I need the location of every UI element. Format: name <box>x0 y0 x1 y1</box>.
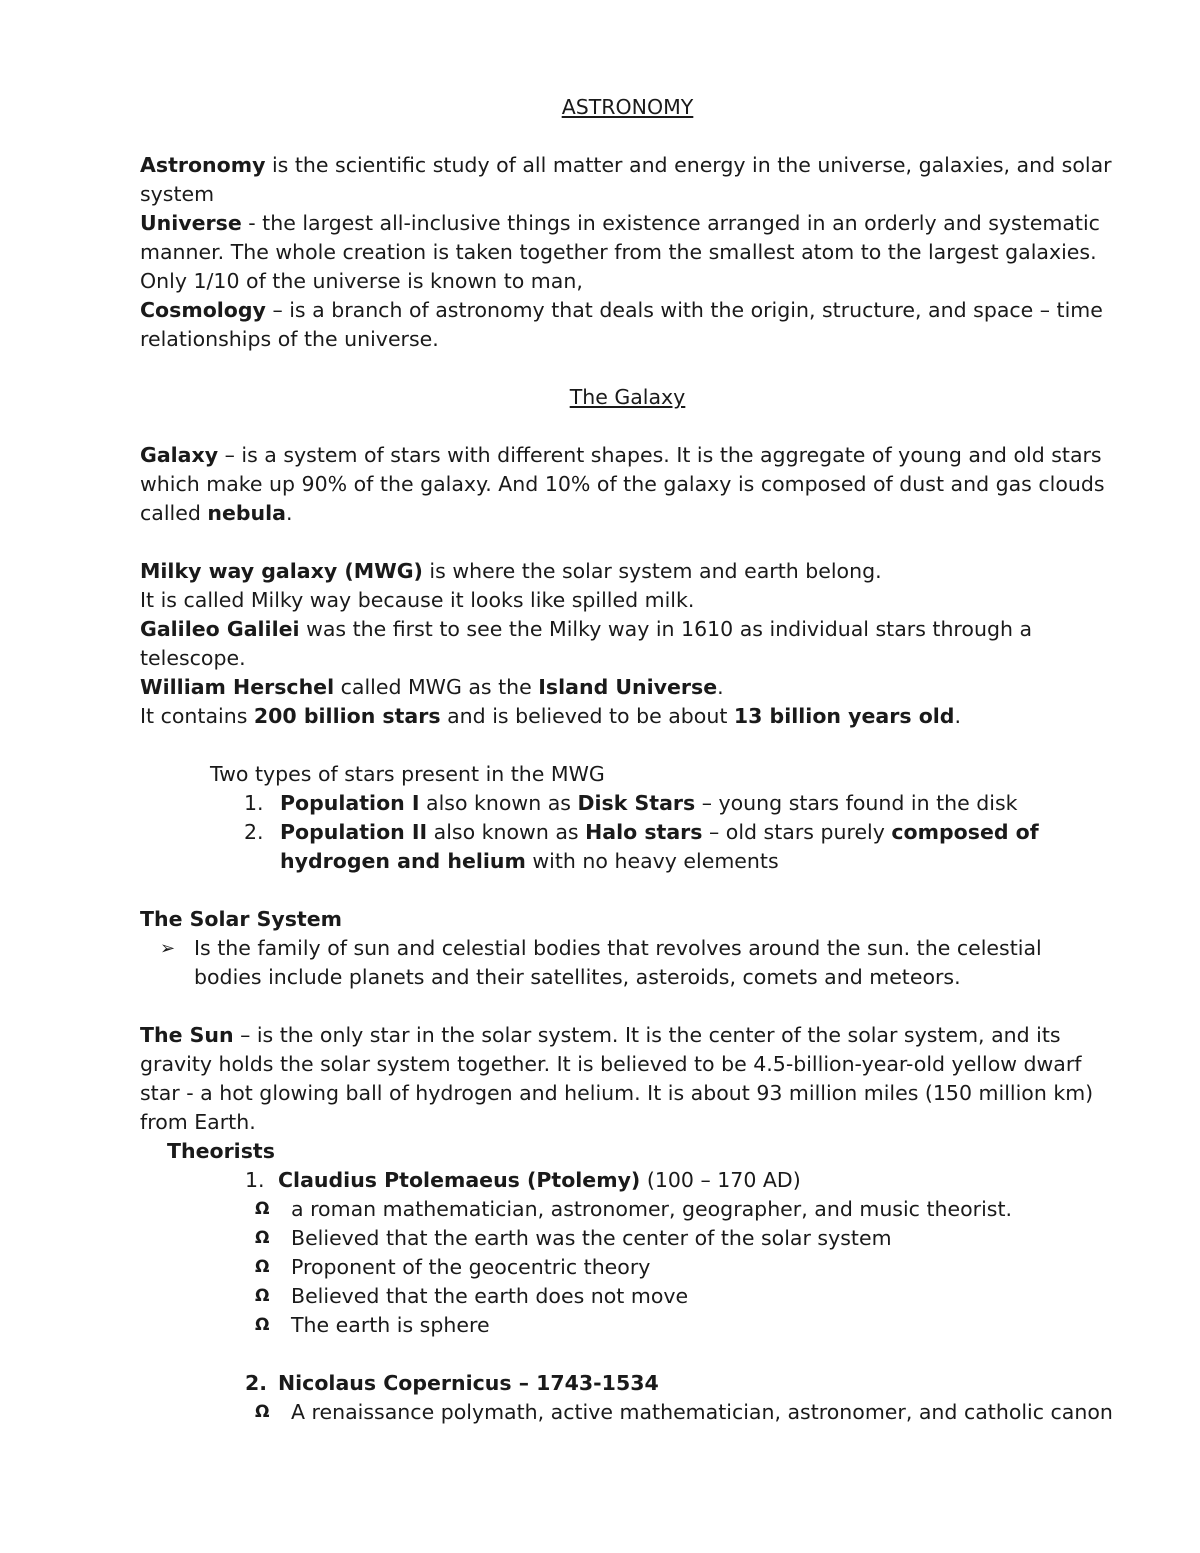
definition-astronomy: Astronomy is the scientific study of all matter and energy in the universe, galaxies, and solar system <box>140 153 1112 206</box>
horseshoe-bullet-icon: Ω <box>255 1199 270 1219</box>
list-item: 1. Population I also known as Disk Stars – young stars found in the disk <box>140 789 1115 818</box>
document-page <box>140 93 1115 1427</box>
term-population-2: Population II <box>280 820 428 844</box>
list-item: Ω The earth is sphere <box>140 1311 1115 1340</box>
spacer <box>140 1340 1115 1369</box>
horseshoe-bullet-icon: Ω <box>255 1315 270 1335</box>
theorist-name: Claudius Ptolemaeus (Ptolemy) <box>278 1168 641 1192</box>
star-types-intro: Two types of stars present in the MWG <box>210 762 605 786</box>
term-cosmology: Cosmology <box>140 298 266 322</box>
term-island-universe: Island Universe <box>538 675 718 699</box>
spacer <box>140 354 1115 383</box>
section-heading-theorists: Theorists <box>167 1139 275 1163</box>
term-sun: The Sun <box>140 1023 234 1047</box>
list-number: 1. <box>245 1168 265 1192</box>
galaxy-age: 13 billion years old <box>733 704 955 728</box>
list-item: Ω Believed that the earth was the center of the solar system <box>140 1224 1115 1253</box>
section-heading-galaxy: The Galaxy <box>569 385 686 409</box>
contains-line: It contains 200 billion stars and is believed to be about 13 billion years old. <box>140 704 962 728</box>
theorist-heading <box>140 1369 1115 1398</box>
term-population-1: Population I <box>280 791 420 815</box>
spacer <box>140 412 1115 441</box>
section-heading-solar-system: The Solar System <box>140 907 342 931</box>
list-number: 2. <box>245 1371 268 1395</box>
term-nebula: nebula <box>207 501 287 525</box>
horseshoe-bullet-icon: Ω <box>255 1402 270 1422</box>
term-composition: composed of hydrogen and helium <box>280 820 1039 873</box>
mwg-line: Milky way galaxy (MWG) is where the solar system and earth belong. <box>140 559 882 583</box>
definition-cosmology: Cosmology – is a branch of astronomy that deals with the origin, structure, and space – time relationships of the universe. <box>140 298 1103 351</box>
definition-sun: The Sun – is the only star in the solar system. It is the center of the solar system, and its gravity holds the solar system together. It is believed to be 4.5-billion-year-old yellow dwarf star - a hot glowing ball of hydrogen and helium. It is about 93 million miles (150 million km) from Earth. <box>140 1023 1094 1134</box>
list-item: ➢ Is the family of sun and celestial bodies that revolves around the sun. the celestial bodies include planets and their satellites, asteroids, comets and meteors. <box>140 934 1115 992</box>
spacer <box>140 122 1115 151</box>
list-item: Ω Proponent of the geocentric theory <box>140 1253 1115 1282</box>
horseshoe-bullet-icon: Ω <box>255 1228 270 1248</box>
horseshoe-bullet-icon: Ω <box>255 1257 270 1277</box>
list-item: Ω Believed that the earth does not move <box>140 1282 1115 1311</box>
definition-galaxy: Galaxy – is a system of stars with different shapes. It is the aggregate of young and old stars which make up 90% of the galaxy. And 10% of the galaxy is composed of dust and gas clouds called nebula. <box>140 443 1105 525</box>
spacer <box>140 876 1115 905</box>
term-galaxy: Galaxy <box>140 443 219 467</box>
spacer <box>140 528 1115 557</box>
term-halo-stars: Halo stars <box>585 820 703 844</box>
list-item: Ω A renaissance polymath, active mathematician, astronomer, and catholic canon <box>140 1398 1115 1427</box>
star-types-list <box>140 789 1115 876</box>
theorist-dates: (100 – 170 AD) <box>640 1168 801 1192</box>
list-item: 2. Population II also known as Halo stars – old stars purely composed of hydrogen and helium with no heavy elements <box>140 818 1115 876</box>
list-item: Ω a roman mathematician, astronomer, geographer, and music theorist. <box>140 1195 1115 1224</box>
spacer <box>140 992 1115 1021</box>
term-disk-stars: Disk Stars <box>577 791 696 815</box>
herschel-line: William Herschel called MWG as the Island Universe. <box>140 675 724 699</box>
spacer <box>140 731 1115 760</box>
term-galileo: Galileo Galilei <box>140 617 300 641</box>
theorist-heading <box>140 1166 1115 1195</box>
list-number: 2. <box>244 820 264 844</box>
milky-way-name-line: It is called Milky way because it looks like spilled milk. <box>140 588 695 612</box>
list-number: 1. <box>244 791 264 815</box>
horseshoe-bullet-icon: Ω <box>255 1286 270 1306</box>
galileo-line: Galileo Galilei was the first to see the Milky way in 1610 as individual stars through a telescope. <box>140 617 1033 670</box>
definition-universe: Universe - the largest all-inclusive things in existence arranged in an orderly and systematic manner. The whole creation is taken together from the smallest atom to the largest galaxies. Only 1/10 of the universe is known to man, <box>140 211 1100 293</box>
arrow-bullet-icon: ➢ <box>160 938 176 959</box>
term-astronomy: Astronomy <box>140 153 266 177</box>
stars-count: 200 billion stars <box>253 704 441 728</box>
term-mwg: Milky way galaxy (MWG) <box>140 559 423 583</box>
page-title: ASTRONOMY <box>561 95 694 119</box>
theorist-name: Nicolaus Copernicus – 1743-1534 <box>278 1371 659 1395</box>
term-herschel: William Herschel <box>140 675 335 699</box>
term-universe: Universe <box>140 211 242 235</box>
